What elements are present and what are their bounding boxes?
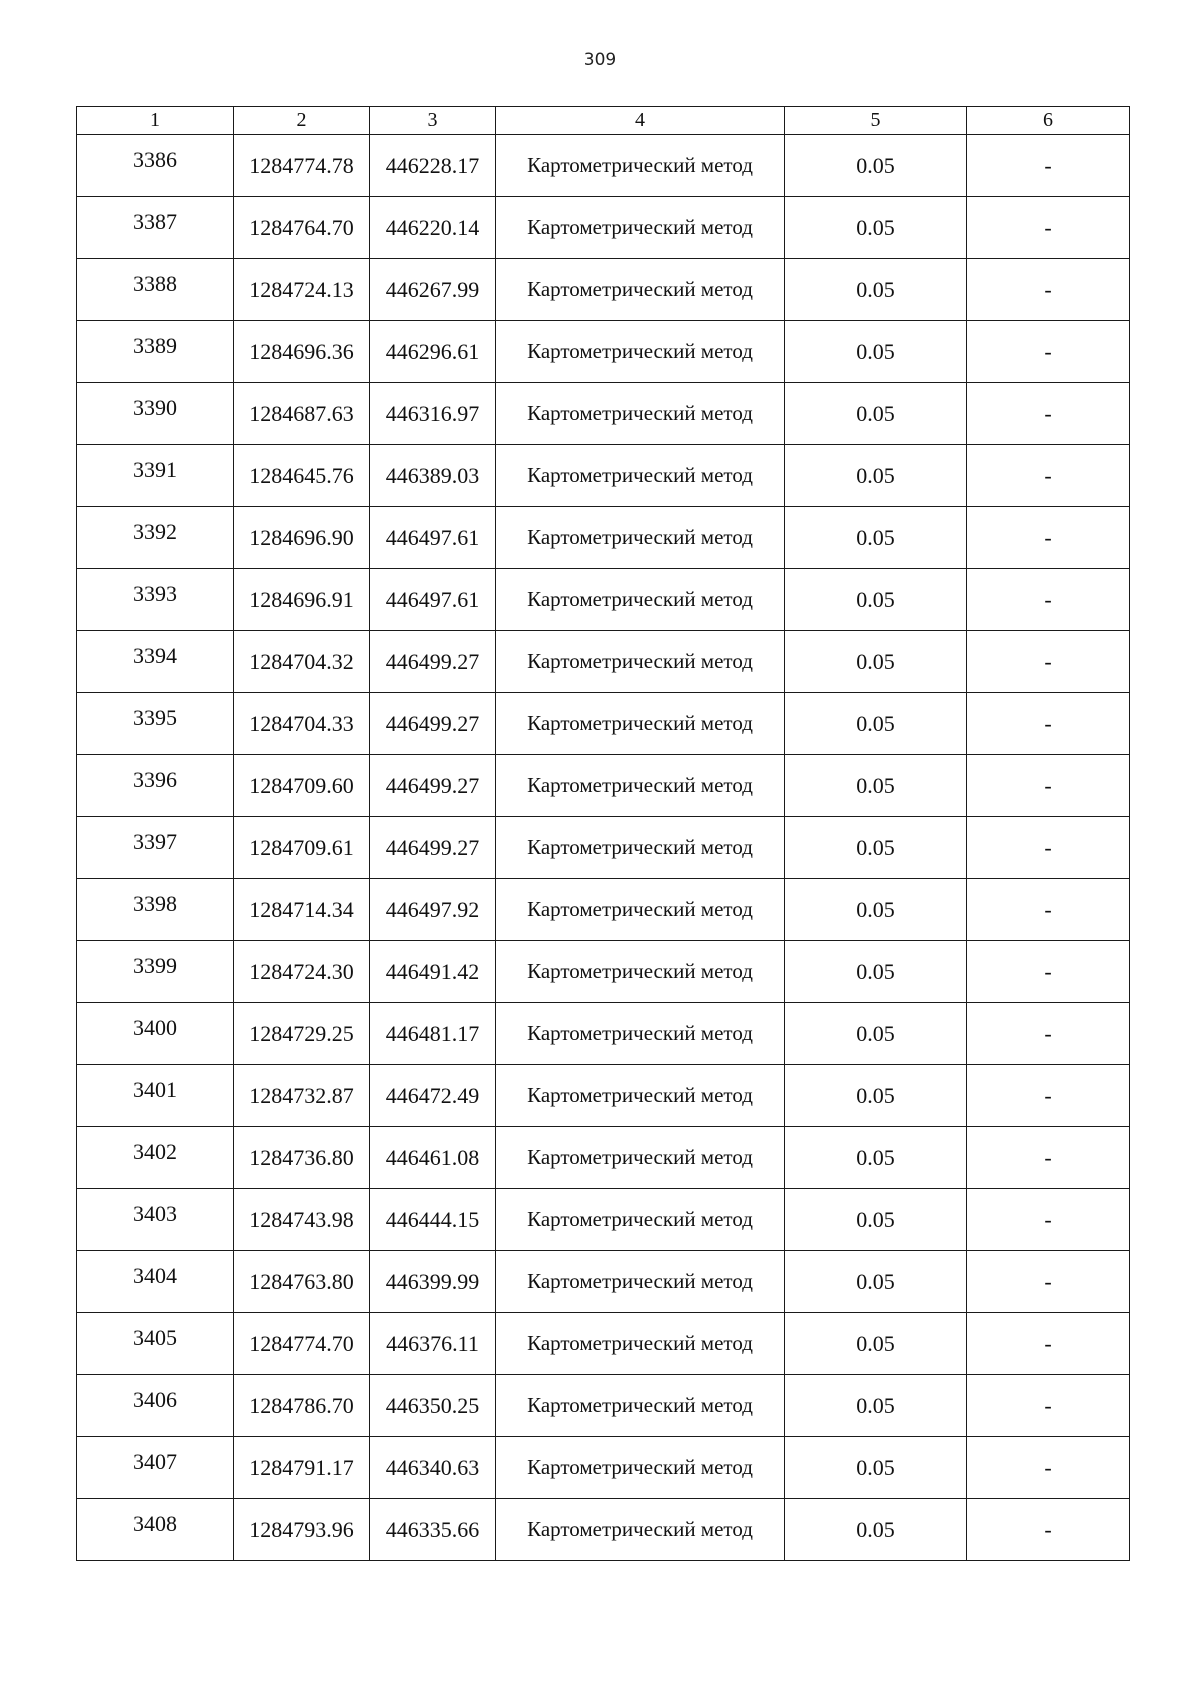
note-cell: -	[967, 1065, 1130, 1127]
note-cell: -	[967, 879, 1130, 941]
y-coordinate-cell: 446497.61	[370, 507, 496, 569]
accuracy-cell: 0.05	[785, 507, 967, 569]
method-cell: Картометрический метод	[496, 1003, 785, 1065]
y-coordinate-cell: 446389.03	[370, 445, 496, 507]
point-number-cell: 3397	[77, 817, 234, 879]
table-row	[77, 1189, 1130, 1251]
y-coordinate-cell: 446376.11	[370, 1313, 496, 1375]
accuracy-cell: 0.05	[785, 1375, 967, 1437]
note-cell: -	[967, 507, 1130, 569]
table-row	[77, 197, 1130, 259]
note-cell: -	[967, 1313, 1130, 1375]
table-row	[77, 1313, 1130, 1375]
method-cell: Картометрический метод	[496, 321, 785, 383]
method-cell: Картометрический метод	[496, 1127, 785, 1189]
accuracy-cell: 0.05	[785, 817, 967, 879]
accuracy-cell: 0.05	[785, 755, 967, 817]
accuracy-cell: 0.05	[785, 445, 967, 507]
x-coordinate-cell: 1284729.25	[234, 1003, 370, 1065]
table-body	[77, 135, 1130, 1561]
page-number: 309	[583, 50, 617, 70]
accuracy-cell: 0.05	[785, 135, 967, 197]
note-cell: -	[967, 197, 1130, 259]
x-coordinate-cell: 1284696.36	[234, 321, 370, 383]
point-number-cell: 3404	[77, 1251, 234, 1313]
accuracy-cell: 0.05	[785, 879, 967, 941]
y-coordinate-cell: 446399.99	[370, 1251, 496, 1313]
method-cell: Картометрический метод	[496, 817, 785, 879]
accuracy-cell: 0.05	[785, 1313, 967, 1375]
method-cell: Картометрический метод	[496, 631, 785, 693]
column-header: 5	[785, 107, 967, 135]
y-coordinate-cell: 446267.99	[370, 259, 496, 321]
table-row	[77, 941, 1130, 1003]
note-cell: -	[967, 259, 1130, 321]
point-number-cell: 3407	[77, 1437, 234, 1499]
accuracy-cell: 0.05	[785, 1065, 967, 1127]
y-coordinate-cell: 446228.17	[370, 135, 496, 197]
point-number-cell: 3402	[77, 1127, 234, 1189]
table-row	[77, 135, 1130, 197]
x-coordinate-cell: 1284736.80	[234, 1127, 370, 1189]
method-cell: Картометрический метод	[496, 259, 785, 321]
accuracy-cell: 0.05	[785, 631, 967, 693]
y-coordinate-cell: 446444.15	[370, 1189, 496, 1251]
note-cell: -	[967, 321, 1130, 383]
note-cell: -	[967, 1003, 1130, 1065]
y-coordinate-cell: 446499.27	[370, 817, 496, 879]
x-coordinate-cell: 1284704.33	[234, 693, 370, 755]
table-row	[77, 693, 1130, 755]
method-cell: Картометрический метод	[496, 1065, 785, 1127]
column-header: 1	[77, 107, 234, 135]
y-coordinate-cell: 446491.42	[370, 941, 496, 1003]
x-coordinate-cell: 1284774.78	[234, 135, 370, 197]
point-number-cell: 3390	[77, 383, 234, 445]
point-number-cell: 3394	[77, 631, 234, 693]
x-coordinate-cell: 1284793.96	[234, 1499, 370, 1561]
note-cell: -	[967, 383, 1130, 445]
note-cell: -	[967, 1437, 1130, 1499]
note-cell: -	[967, 135, 1130, 197]
x-coordinate-cell: 1284786.70	[234, 1375, 370, 1437]
point-number-cell: 3387	[77, 197, 234, 259]
method-cell: Картометрический метод	[496, 1499, 785, 1561]
y-coordinate-cell: 446350.25	[370, 1375, 496, 1437]
y-coordinate-cell: 446499.27	[370, 755, 496, 817]
accuracy-cell: 0.05	[785, 693, 967, 755]
table-row	[77, 1251, 1130, 1313]
x-coordinate-cell: 1284764.70	[234, 197, 370, 259]
x-coordinate-cell: 1284714.34	[234, 879, 370, 941]
table-row	[77, 259, 1130, 321]
y-coordinate-cell: 446497.92	[370, 879, 496, 941]
method-cell: Картометрический метод	[496, 445, 785, 507]
note-cell: -	[967, 569, 1130, 631]
note-cell: -	[967, 1375, 1130, 1437]
column-header: 6	[967, 107, 1130, 135]
note-cell: -	[967, 941, 1130, 1003]
method-cell: Картометрический метод	[496, 879, 785, 941]
note-cell: -	[967, 1127, 1130, 1189]
table-row	[77, 569, 1130, 631]
x-coordinate-cell: 1284791.17	[234, 1437, 370, 1499]
point-number-cell: 3389	[77, 321, 234, 383]
method-cell: Картометрический метод	[496, 755, 785, 817]
x-coordinate-cell: 1284696.91	[234, 569, 370, 631]
column-header: 4	[496, 107, 785, 135]
point-number-cell: 3408	[77, 1499, 234, 1561]
note-cell: -	[967, 1189, 1130, 1251]
method-cell: Картометрический метод	[496, 1437, 785, 1499]
method-cell: Картометрический метод	[496, 1313, 785, 1375]
x-coordinate-cell: 1284687.63	[234, 383, 370, 445]
table-header-row	[77, 107, 1130, 135]
y-coordinate-cell: 446220.14	[370, 197, 496, 259]
table-row	[77, 1127, 1130, 1189]
point-number-cell: 3401	[77, 1065, 234, 1127]
note-cell: -	[967, 693, 1130, 755]
x-coordinate-cell: 1284709.61	[234, 817, 370, 879]
accuracy-cell: 0.05	[785, 1437, 967, 1499]
method-cell: Картометрический метод	[496, 693, 785, 755]
point-number-cell: 3396	[77, 755, 234, 817]
accuracy-cell: 0.05	[785, 569, 967, 631]
point-number-cell: 3406	[77, 1375, 234, 1437]
point-number-cell: 3405	[77, 1313, 234, 1375]
method-cell: Картометрический метод	[496, 135, 785, 197]
coordinates-table	[76, 106, 1130, 1561]
y-coordinate-cell: 446335.66	[370, 1499, 496, 1561]
x-coordinate-cell: 1284724.30	[234, 941, 370, 1003]
point-number-cell: 3395	[77, 693, 234, 755]
point-number-cell: 3391	[77, 445, 234, 507]
accuracy-cell: 0.05	[785, 321, 967, 383]
table-row	[77, 1065, 1130, 1127]
accuracy-cell: 0.05	[785, 197, 967, 259]
x-coordinate-cell: 1284743.98	[234, 1189, 370, 1251]
y-coordinate-cell: 446499.27	[370, 631, 496, 693]
table-row	[77, 817, 1130, 879]
point-number-cell: 3399	[77, 941, 234, 1003]
note-cell: -	[967, 1251, 1130, 1313]
method-cell: Картометрический метод	[496, 941, 785, 1003]
table-row	[77, 1375, 1130, 1437]
x-coordinate-cell: 1284645.76	[234, 445, 370, 507]
table-row	[77, 445, 1130, 507]
point-number-cell: 3393	[77, 569, 234, 631]
method-cell: Картометрический метод	[496, 569, 785, 631]
accuracy-cell: 0.05	[785, 259, 967, 321]
note-cell: -	[967, 445, 1130, 507]
note-cell: -	[967, 631, 1130, 693]
x-coordinate-cell: 1284774.70	[234, 1313, 370, 1375]
y-coordinate-cell: 446296.61	[370, 321, 496, 383]
point-number-cell: 3398	[77, 879, 234, 941]
accuracy-cell: 0.05	[785, 1003, 967, 1065]
note-cell: -	[967, 1499, 1130, 1561]
y-coordinate-cell: 446497.61	[370, 569, 496, 631]
y-coordinate-cell: 446461.08	[370, 1127, 496, 1189]
method-cell: Картометрический метод	[496, 507, 785, 569]
accuracy-cell: 0.05	[785, 1499, 967, 1561]
x-coordinate-cell: 1284724.13	[234, 259, 370, 321]
method-cell: Картометрический метод	[496, 383, 785, 445]
y-coordinate-cell: 446499.27	[370, 693, 496, 755]
point-number-cell: 3392	[77, 507, 234, 569]
column-header: 3	[370, 107, 496, 135]
accuracy-cell: 0.05	[785, 1127, 967, 1189]
method-cell: Картометрический метод	[496, 1375, 785, 1437]
accuracy-cell: 0.05	[785, 383, 967, 445]
y-coordinate-cell: 446472.49	[370, 1065, 496, 1127]
table-row	[77, 879, 1130, 941]
x-coordinate-cell: 1284704.32	[234, 631, 370, 693]
y-coordinate-cell: 446340.63	[370, 1437, 496, 1499]
y-coordinate-cell: 446316.97	[370, 383, 496, 445]
table-row	[77, 507, 1130, 569]
accuracy-cell: 0.05	[785, 1189, 967, 1251]
table-row	[77, 1499, 1130, 1561]
method-cell: Картометрический метод	[496, 1189, 785, 1251]
point-number-cell: 3388	[77, 259, 234, 321]
column-header: 2	[234, 107, 370, 135]
table-row	[77, 631, 1130, 693]
point-number-cell: 3386	[77, 135, 234, 197]
accuracy-cell: 0.05	[785, 941, 967, 1003]
accuracy-cell: 0.05	[785, 1251, 967, 1313]
table-row	[77, 755, 1130, 817]
table-row	[77, 321, 1130, 383]
method-cell: Картометрический метод	[496, 1251, 785, 1313]
method-cell: Картометрический метод	[496, 197, 785, 259]
table-row	[77, 1003, 1130, 1065]
point-number-cell: 3400	[77, 1003, 234, 1065]
x-coordinate-cell: 1284732.87	[234, 1065, 370, 1127]
point-number-cell: 3403	[77, 1189, 234, 1251]
note-cell: -	[967, 755, 1130, 817]
table-row	[77, 383, 1130, 445]
y-coordinate-cell: 446481.17	[370, 1003, 496, 1065]
x-coordinate-cell: 1284763.80	[234, 1251, 370, 1313]
note-cell: -	[967, 817, 1130, 879]
x-coordinate-cell: 1284696.90	[234, 507, 370, 569]
x-coordinate-cell: 1284709.60	[234, 755, 370, 817]
table-row	[77, 1437, 1130, 1499]
